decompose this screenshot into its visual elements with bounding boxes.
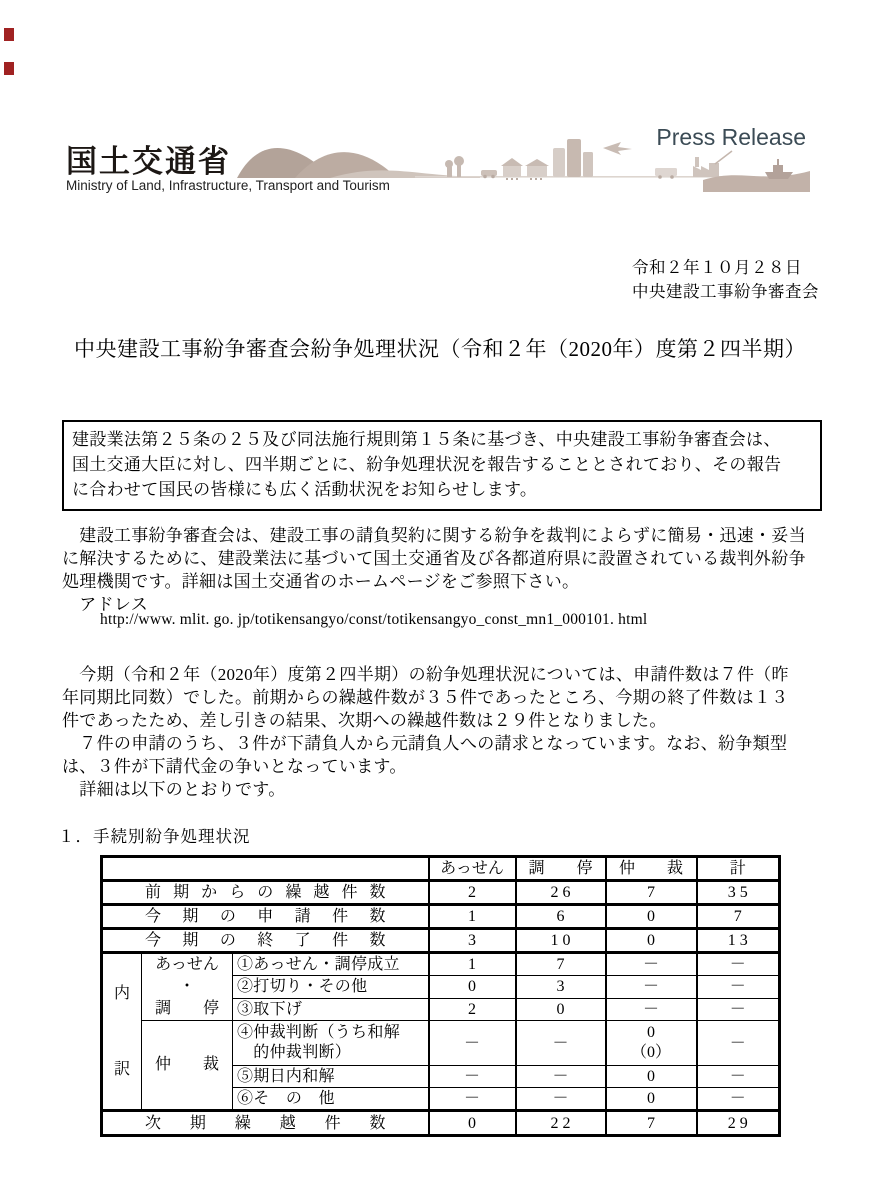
landscape-illustration (235, 128, 810, 192)
value-cell: 2 9 (697, 1111, 780, 1136)
row-label: 今期の終了件数 (102, 929, 429, 953)
value-cell: 3 (516, 976, 606, 998)
item-label: ②打切り・その他 (233, 976, 429, 998)
value-cell: － (429, 1066, 516, 1088)
item-label: ①あっせん・調停成立 (233, 953, 429, 976)
value-cell: 0 (606, 1088, 697, 1111)
value-cell: － (697, 1066, 780, 1088)
value-cell: － (697, 976, 780, 998)
value-cell: － (516, 1088, 606, 1111)
value-cell: － (697, 1021, 780, 1066)
breakdown-side-label: 内 訳 (102, 953, 142, 1111)
table-row (102, 881, 780, 905)
intro-line: 建設工事紛争審査会は、建設工事の請負契約に関する紛争を裁判によらずに簡易・迅速・妥当 (62, 526, 806, 545)
value-cell: 1 0 (516, 929, 606, 953)
value-cell: 2 (429, 998, 516, 1020)
table-row (102, 1021, 780, 1066)
summary-line: は、３件が下請代金の争いとなっています。 (62, 757, 407, 776)
summary-line: 件であったため、差し引きの結果、次期への繰越件数は２９件となりました。 (62, 711, 667, 730)
table-row (102, 929, 780, 953)
value-cell: － (606, 998, 697, 1020)
intro-line: 処理機関です。詳細は国土交通省のホームページをご参照下さい。 (62, 572, 580, 591)
col-header-chusai: 仲 裁 (606, 857, 697, 881)
value-cell: 3 5 (697, 881, 780, 905)
summary-line: ７件の申請のうち、３件が下請負人から元請負人への請求となっています。なお、紛争類型 (62, 734, 788, 753)
row-label: 今期の申請件数 (102, 905, 429, 929)
value-cell: － (429, 1088, 516, 1111)
value-cell: 1 (429, 905, 516, 929)
press-release-label: Press Release (656, 124, 806, 150)
notice-line: 建設業法第２５条の２５及び同法施行規則第１５条に基づき、中央建設工事紛争審査会は、 (72, 430, 781, 449)
table-row (102, 1111, 780, 1136)
value-cell: 0 (429, 976, 516, 998)
intro-line: に解決するために、建設業法に基づいて国土交通省及び各都道府県に設置されている裁判外紛争 (62, 549, 806, 568)
section-heading: １．手続別紛争処理状況 (58, 827, 251, 846)
notice-box (62, 420, 822, 511)
summary-line: 詳細は以下のとおりです。 (62, 780, 286, 799)
corner-cell (102, 857, 429, 881)
row-label: 次期繰越件数 (102, 1111, 429, 1136)
item-label: ⑥そ の 他 (233, 1088, 429, 1111)
press-date: 令和２年１０月２８日 (632, 258, 802, 277)
url-text: http://www. mlit. go. jp/totikensangyo/const/totikensangyo_const_mn1_000101. html (100, 611, 648, 628)
table-row (102, 905, 780, 929)
table-header-row (102, 857, 780, 881)
summary-line: 今期（令和２年（2020年）度第２四半期）の紛争処理状況については、申請件数は７件（昨 (62, 665, 789, 684)
item-label: ⑤期日内和解 (233, 1066, 429, 1088)
value-cell: 6 (516, 905, 606, 929)
issuing-organization: 中央建設工事紛争審査会 (632, 282, 819, 301)
group-label-assen-chotei: あっせん ・ 調 停 (142, 953, 233, 1021)
value-cell: 1 (429, 953, 516, 976)
value-cell: 7 (606, 1111, 697, 1136)
value-cell: － (697, 953, 780, 976)
value-cell: 7 (516, 953, 606, 976)
ministry-logo-text: 国土交通省 (66, 144, 231, 180)
value-cell: 7 (697, 905, 780, 929)
col-header-chotei: 調 停 (516, 857, 606, 881)
value-cell: 0 (429, 1111, 516, 1136)
item-label: ④仲裁判断（うち和解 的仲裁判断） (233, 1021, 429, 1066)
value-cell: － (606, 953, 697, 976)
address-label: アドレス (62, 595, 148, 614)
value-cell: 2 (429, 881, 516, 905)
value-cell: 0 (606, 1066, 697, 1088)
procedure-dispute-table (100, 855, 781, 1137)
value-cell: － (516, 1066, 606, 1088)
value-cell: － (697, 1088, 780, 1111)
value-cell: － (606, 976, 697, 998)
date-block (632, 256, 819, 304)
corner-mark (4, 62, 14, 75)
value-cell: 7 (606, 881, 697, 905)
summary-paragraph (62, 663, 858, 801)
value-cell: 0 (516, 998, 606, 1020)
table-row (102, 953, 780, 976)
corner-mark (4, 28, 14, 41)
value-cell: 3 (429, 929, 516, 953)
col-header-assen: あっせん (429, 857, 516, 881)
item-label: ③取下げ (233, 998, 429, 1020)
ministry-logo-subtitle: Ministry of Land, Infrastructure, Transport and Tourism (66, 178, 390, 193)
value-cell: － (697, 998, 780, 1020)
value-cell: 1 3 (697, 929, 780, 953)
col-header-total: 計 (697, 857, 780, 881)
notice-line: に合わせて国民の皆様にも広く活動状況をお知らせします。 (72, 480, 538, 499)
value-cell: 2 2 (516, 1111, 606, 1136)
value-cell: 0 （0） (606, 1021, 697, 1066)
value-cell: 2 6 (516, 881, 606, 905)
value-cell: － (429, 1021, 516, 1066)
document-title: 中央建設工事紛争審査会紛争処理状況（令和２年（2020年）度第２四半期） (74, 337, 806, 361)
summary-line: 年同期比同数）でした。前期からの繰越件数が３５件であったところ、今期の終了件数は１３ (62, 688, 789, 707)
value-cell: 0 (606, 905, 697, 929)
notice-line: 国土交通大臣に対し、四半期ごとに、紛争処理状況を報告することとされており、その報告 (72, 455, 782, 474)
intro-paragraph (62, 524, 858, 616)
group-label-chusai: 仲 裁 (142, 1021, 233, 1111)
row-label: 前期からの繰越件数 (102, 881, 429, 905)
value-cell: － (516, 1021, 606, 1066)
value-cell: 0 (606, 929, 697, 953)
